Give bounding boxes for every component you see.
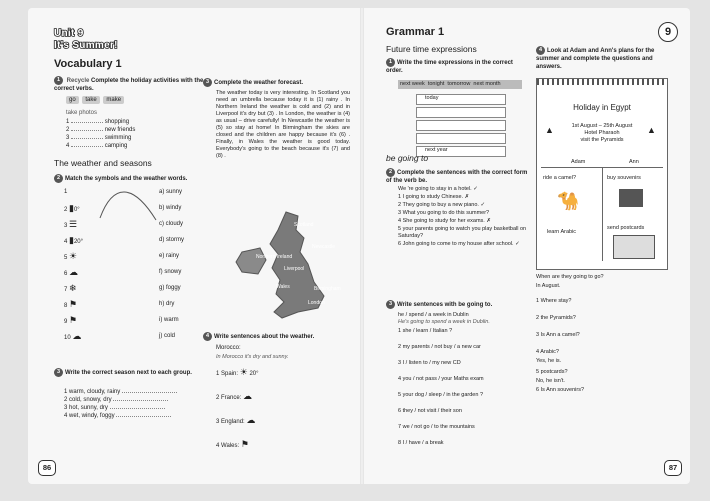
ex2-number: 2 (54, 174, 63, 183)
spiral-binding (537, 79, 667, 85)
grammar-title: Grammar 1 (386, 26, 445, 38)
flag-icon: ⚑ (69, 315, 78, 325)
list-item: We 're going to stay in a hotel. ✓ (398, 186, 478, 192)
r-ex3-number: 3 (386, 300, 395, 309)
verb-chip: make (103, 96, 124, 104)
ex5-list (216, 368, 351, 464)
time-chip: next week (400, 81, 425, 87)
sun-icon: ☀ (239, 367, 248, 377)
list-item: 4 She going to study for her exams. ✗ (398, 218, 491, 224)
match-row: 4 ▮20° d) stormy (64, 235, 185, 245)
going-to-title: be going to (386, 153, 429, 163)
match-row: 9 ⚑ i) warm (64, 315, 179, 325)
notebook-title: Holiday in Egypt (573, 103, 631, 112)
flag-icon: ⚑ (69, 299, 78, 309)
match-row: 3 ☰ c) cloudy (64, 219, 184, 229)
storm-cloud-icon: ☁ (72, 331, 82, 341)
ex3-list (64, 388, 214, 420)
r-ex1-number: 1 (386, 58, 395, 67)
ex1-instruction-text: Complete the holiday activities with the correct verbs. (54, 78, 204, 93)
list-item: 4 you / not pass / your Maths exam (398, 376, 484, 382)
list-item: 7 we / not go / to the mountains (398, 424, 475, 430)
qa-line: Yes, he is. (536, 358, 562, 364)
map-label-newcastle: Newcastle (312, 244, 336, 250)
notebook-hotel: Hotel Pharaoh (584, 130, 620, 136)
list-item: 3 What you going to do this summer? (398, 210, 490, 216)
answer-blank[interactable] (71, 122, 103, 123)
sun-icon: ☀ (69, 251, 78, 261)
ladder-row[interactable] (416, 107, 506, 118)
ex2-list (64, 188, 254, 348)
ex1-verb-box (66, 96, 126, 104)
r-ex4-number: 4 (536, 46, 545, 55)
column-divider (602, 167, 603, 261)
verb-chip: take (82, 96, 99, 104)
match-row: 2 ▮0° b) windy (64, 203, 182, 213)
thermometer-icon: ▮ (69, 235, 74, 245)
ex5-instruction-text: Write sentences about the weather. (214, 334, 315, 341)
forecast-instruction-text: Complete the weather forecast. (214, 80, 304, 87)
forecast-text: The weather today is very interesting. In Scotland you need an umbrella because today it is (1) rainy . In Northern Ireland the weather is cold and (2) and in Liverpool it's dry but (3) . In London, the weather is (4) as usual – drive carefully! In Newcastle the weather is (5) so stay at home! In Birmingham the skies are closed and the children are happy because it's (6) . Finally, in Wales the weather is good today. Everybody's going to the beach because it's (7) and (8) . (216, 90, 350, 159)
r-ex4-qa-list (536, 274, 676, 394)
plan-learn-arabic: learn Arabic (547, 229, 577, 235)
match-row: 10 ☁ j) cold (64, 331, 176, 341)
list-item: 2 They going to buy a new piano. ✓ (398, 202, 486, 208)
right-page (364, 8, 690, 484)
postcard-icon (613, 235, 655, 259)
notebook-dates: 1st August – 25th August (571, 123, 633, 129)
ex3-number: 3 (54, 368, 63, 377)
answer-blank[interactable] (71, 138, 103, 139)
time-chip: tonight (427, 81, 445, 87)
row-divider (541, 167, 663, 168)
qa-line: 3 Is Ann a camel? (536, 332, 580, 338)
list-item: 4 camping (66, 143, 128, 149)
ladder-row[interactable] (416, 120, 506, 131)
r-ex1-instruction (386, 58, 526, 75)
list-item: 4 wet, windy, foggy (64, 412, 214, 420)
r-ex3-example-q: he / spend / a week in Dublin (398, 312, 469, 318)
ex5-instruction (203, 332, 353, 341)
list-item: 1 warm, cloudy, rainy (64, 388, 214, 396)
ex2-instruction-text: Match the symbols and the weather words. (65, 176, 188, 183)
ex5-example-place: Morocco: (216, 345, 241, 351)
ex5-number: 4 (203, 332, 212, 341)
r-ex2-list (398, 186, 533, 249)
r-ex2-instruction (386, 168, 531, 185)
ladder-row[interactable] (416, 133, 506, 144)
map-label-northern-ireland: Northern Ireland (256, 254, 293, 260)
list-item: 2 cold, snowy, dry (64, 396, 214, 404)
map-label-wales: Wales (276, 284, 290, 290)
verb-chip: go (66, 96, 79, 104)
snow-cloud-icon: ❄ (69, 283, 77, 293)
list-item: 3 I / listen to / my new CD (398, 360, 461, 366)
ex1-list (66, 118, 135, 150)
ex1-recycle-label: Recycle (66, 78, 90, 85)
weather-section-title: The weather and seasons (54, 158, 152, 168)
ann-column: Ann (629, 159, 639, 165)
match-row: 6 ☁ f) snowy (64, 267, 182, 277)
ex1-number: 1 (54, 76, 63, 85)
cloud-icon: ☁ (243, 391, 253, 401)
list-item: 3 England: ☁ (216, 415, 256, 425)
r-ex2-instruction-text: Complete the sentences with the correct form of the verb be. (386, 170, 528, 185)
ex3-instruction-text: Write the correct season next to each group. (65, 370, 192, 377)
r-ex4-instruction (536, 46, 676, 71)
answer-blank[interactable] (71, 146, 103, 147)
list-item: 2 new friends (66, 127, 136, 133)
answer-blank[interactable] (110, 408, 165, 409)
list-item: 2 my parents / not buy / a new car (398, 344, 481, 350)
right-page-number: 87 (664, 460, 682, 476)
list-item: 1 shopping (66, 119, 130, 125)
list-item: 3 swimming (66, 135, 132, 141)
time-order-ladder (416, 94, 506, 157)
unit-title: Unit 9 (54, 28, 84, 39)
list-item: 1 I going to study Chinese. ✗ (398, 194, 470, 200)
qa-line: When are they going to go? (536, 274, 604, 280)
flag-icon: ⚑ (240, 439, 249, 449)
list-item: 8 I / have / a break (398, 440, 444, 446)
r-ex4-instruction-text: Look at Adam and Ann's plans for the summer and complete the questions and answers. (536, 48, 655, 71)
list-item: 4 Wales: ⚑ (216, 439, 249, 449)
vocabulary-title: Vocabulary 1 (54, 58, 122, 70)
list-item: 1 Spain: ☀ 20° (216, 367, 259, 377)
list-item: 1 she / learn / Italian ? (398, 328, 453, 334)
time-chips (398, 80, 522, 89)
souvenir-rug-icon (619, 189, 643, 207)
map-label-liverpool: Liverpool (284, 266, 305, 272)
time-chip: tomorrow (447, 81, 471, 87)
answer-blank[interactable] (113, 400, 168, 401)
fog-lines-icon: ☰ (69, 219, 78, 229)
list-item: 6 they / not visit / their son (398, 408, 462, 414)
list-item: 2 France: ☁ (216, 391, 253, 401)
list-item: 3 hot, sunny, dry (64, 404, 214, 412)
map-label-london: London (308, 300, 325, 306)
qa-line: No, he isn't. (536, 378, 565, 384)
plan-buy-souvenirs: buy souvenirs (607, 175, 641, 181)
qa-line: 4 Arabic? (536, 349, 559, 355)
ex2-instruction (54, 174, 229, 183)
list-item: 6 John going to come to my house after school. ✓ (398, 241, 520, 247)
left-page-number: 86 (38, 460, 56, 476)
match-row: 1 a) sunny (64, 189, 183, 195)
r-ex2-number: 2 (386, 168, 395, 177)
map-label-birmingham: Birmingham (314, 286, 341, 292)
list-item: 5 your dog / sleep / in the garden ? (398, 392, 484, 398)
forecast-instruction (203, 78, 353, 87)
ex5-example-answer: In Morocco it's dry and sunny. (216, 354, 289, 360)
thermometer-icon: ▮ (69, 203, 74, 213)
ladder-row: today (416, 94, 506, 105)
qa-line: 1 Where stay? (536, 298, 572, 304)
uk-weather-map (228, 208, 341, 326)
match-row: 5 ☀ e) rainy (64, 251, 180, 261)
pyramid-icon: ▲ (647, 125, 656, 135)
adam-column: Adam (571, 159, 586, 165)
plan-ride-camel: ride a camel? (543, 175, 577, 181)
ex1-example: take photos (66, 110, 98, 116)
r-ex3-example-a: He's going to spend a week in Dublin. (398, 319, 490, 325)
answer-blank[interactable] (116, 416, 171, 417)
holiday-notebook (536, 78, 668, 270)
r-ex3-instruction (386, 300, 531, 309)
qa-line: 5 postcards? (536, 369, 568, 375)
ladder-row: next year (416, 146, 506, 157)
qa-line: 6 Is Ann souvenirs? (536, 387, 585, 393)
answer-blank[interactable] (71, 130, 103, 131)
qa-line: In August. (536, 283, 561, 289)
ex3-instruction (54, 368, 219, 377)
camel-icon: 🐪 (557, 191, 580, 211)
r-ex3-instruction-text: Write sentences with be going to. (397, 302, 493, 309)
qa-line: 2 the Pyramids? (536, 315, 576, 321)
answer-blank[interactable] (122, 392, 177, 393)
left-page (28, 8, 360, 484)
map-label-scotland: Scotland (294, 222, 314, 228)
list-item: 5 your parents going to watch you play basketball on Saturday? (398, 226, 527, 239)
rain-cloud-icon: ☁ (69, 267, 79, 277)
match-row: 8 ⚑ h) dry (64, 299, 175, 309)
time-chip: next month (473, 81, 501, 87)
forecast-number: 3 (203, 78, 212, 87)
storm-cloud-icon: ☁ (246, 415, 256, 425)
pyramid-icon: ▲ (545, 125, 554, 135)
future-section-title: Future time expressions (386, 44, 477, 54)
plan-send-postcards: send postcards (607, 225, 645, 231)
match-row: 7 ❄ g) foggy (64, 283, 181, 293)
unit-number-badge: 9 (658, 22, 678, 42)
ex1-instruction (54, 76, 204, 93)
r-ex1-instruction-text: Write the time expressions in the correct order. (386, 60, 513, 75)
unit-subtitle: It's Summer! (54, 40, 118, 51)
r-ex3-list (398, 328, 533, 456)
notebook-visit: visit the Pyramids (580, 137, 624, 143)
